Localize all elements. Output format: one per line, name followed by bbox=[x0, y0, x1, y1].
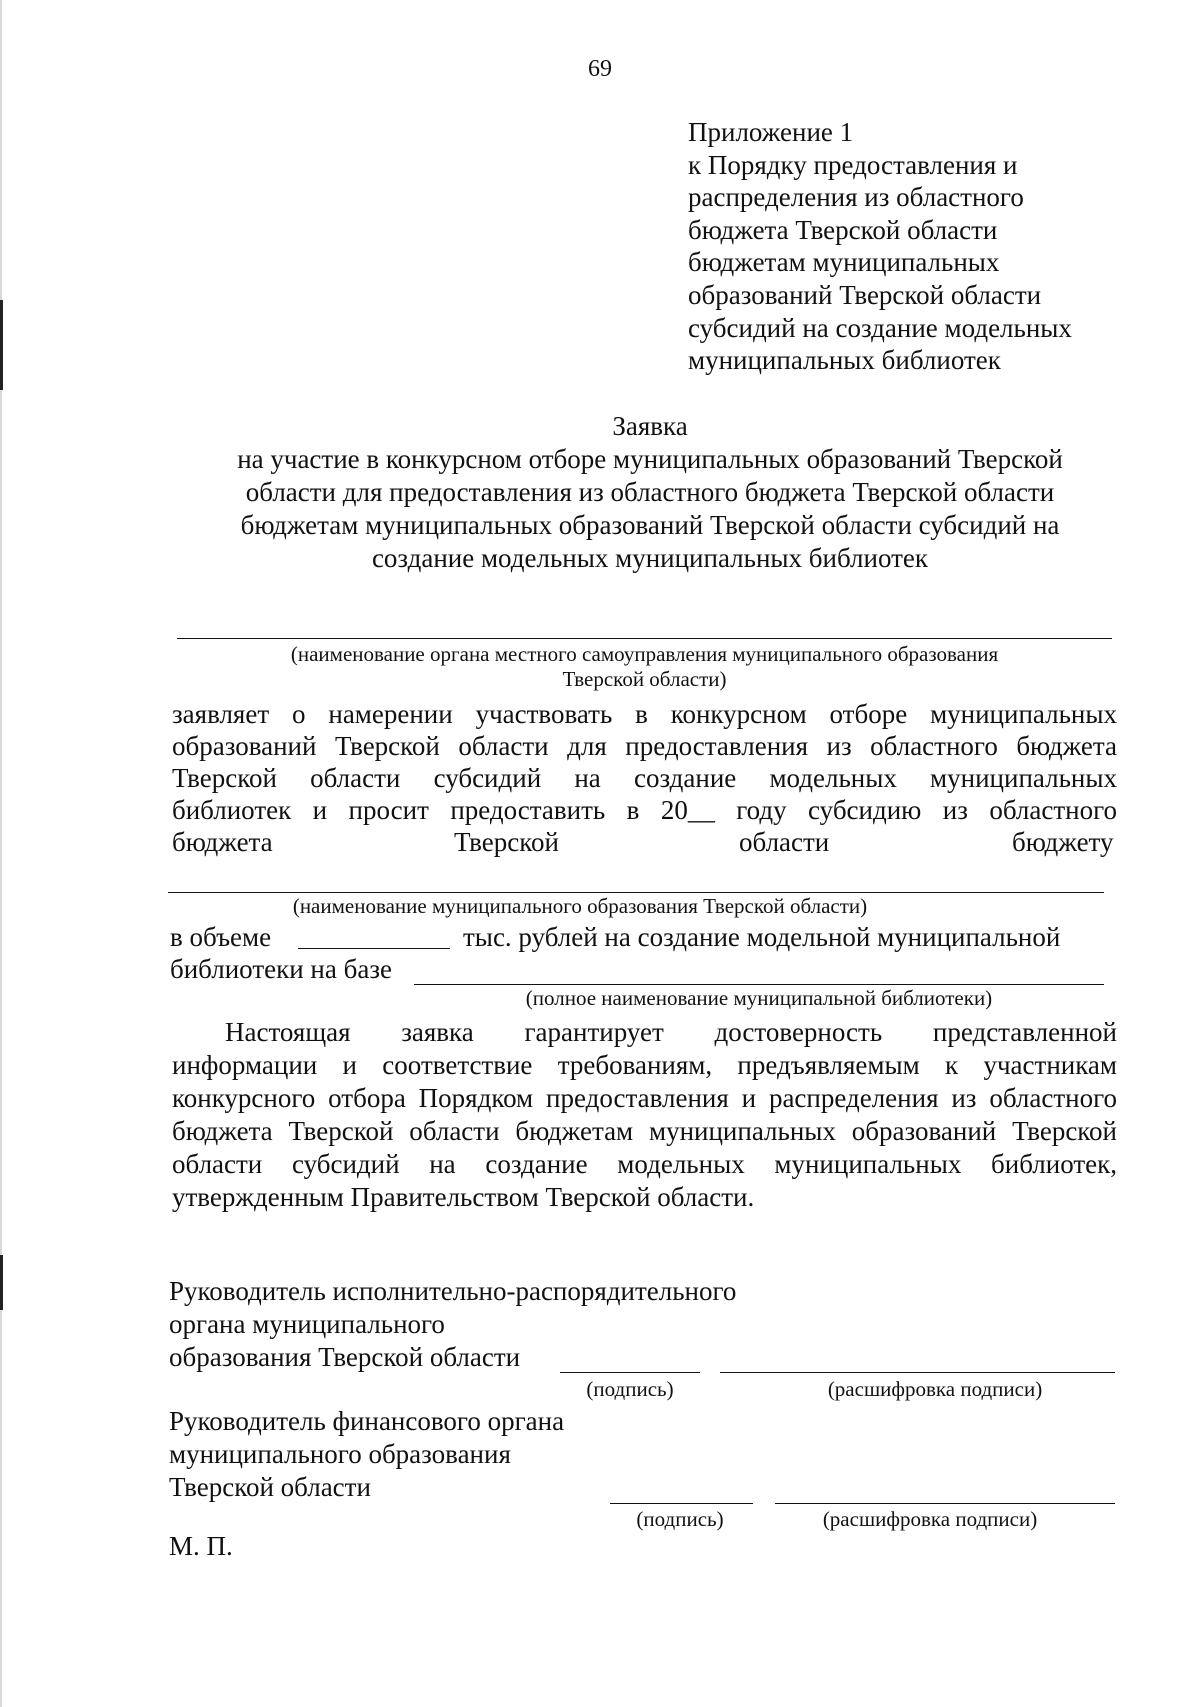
para1-word: бюджета bbox=[172, 827, 273, 857]
scan-mark bbox=[0, 1255, 3, 1310]
head-signatory-line: Руководитель исполнительно-распорядительного bbox=[169, 1276, 737, 1306]
caption-org: Тверской области) bbox=[562, 667, 727, 691]
title-line: создание модельных муниципальных библиотек bbox=[371, 543, 929, 573]
para1-line: заявляет о намерении участвовать в конкурсном отборе муниципальных bbox=[172, 699, 1117, 729]
appendix-line: бюджета Тверской области bbox=[688, 214, 998, 245]
document-heading: Заявка bbox=[612, 411, 688, 441]
decoding-caption: (расшифровка подписи) bbox=[827, 1377, 1043, 1401]
appendix-line: распределения из областного bbox=[688, 182, 1024, 213]
head-decoding-field[interactable] bbox=[720, 1372, 1115, 1373]
para2-line: бюджета Тверской области бюджетам муниципальных образований Тверской bbox=[172, 1116, 1117, 1146]
appendix-line: к Порядку предоставления и bbox=[688, 149, 1018, 180]
title-line: на участие в конкурсном отборе муниципальных образований Тверской bbox=[237, 444, 1063, 474]
head-signatory-line: образования Тверской области bbox=[169, 1342, 521, 1372]
appendix-line: субсидий на создание модельных bbox=[688, 312, 1072, 343]
scan-mark bbox=[0, 300, 3, 390]
signature-caption: (подпись) bbox=[636, 1507, 724, 1531]
caption-library: (полное наименование муниципальной библиотеки) bbox=[525, 986, 993, 1010]
appendix-block bbox=[688, 116, 1072, 377]
library-name-field[interactable] bbox=[414, 984, 1104, 985]
para1-word: области bbox=[739, 827, 830, 857]
appendix-line: муниципальных библиотек bbox=[688, 345, 1001, 376]
finance-signatory-line: муниципального образования bbox=[169, 1439, 511, 1469]
scan-edge bbox=[0, 0, 2, 1707]
head-signature-field[interactable] bbox=[560, 1372, 700, 1373]
head-signatory-line: органа муниципального bbox=[169, 1309, 445, 1339]
finance-decoding-field[interactable] bbox=[775, 1503, 1115, 1504]
para2-line: информации и соответствие требованиям, предъявляемым к участникам bbox=[172, 1050, 1117, 1080]
para2-line: конкурсного отбора Порядком предоставления и распределения из областного bbox=[172, 1083, 1117, 1113]
mo-name-line[interactable] bbox=[168, 892, 1104, 893]
caption-mo: (наименование муниципального образования Тверской области) bbox=[292, 894, 868, 918]
appendix-line: бюджетам муниципальных bbox=[688, 247, 1000, 278]
para2-last-line: утвержденным Правительством Тверской области. bbox=[172, 1182, 755, 1212]
signature-caption: (подпись) bbox=[586, 1377, 674, 1401]
library-prefix: библиотеки на базе bbox=[170, 954, 392, 984]
stamp-place: М. П. bbox=[169, 1531, 233, 1561]
finance-signatory-line: Тверской области bbox=[169, 1472, 371, 1502]
title-line: бюджетам муниципальных образований Тверской области субсидий на bbox=[240, 510, 1060, 540]
page-number: 69 bbox=[588, 56, 612, 82]
decoding-caption: (расшифровка подписи) bbox=[822, 1507, 1038, 1531]
para2-line: области субсидий на создание модельных муниципальных библиотек, bbox=[172, 1149, 1117, 1179]
para1-word: Тверской bbox=[454, 827, 559, 857]
para1-line: Тверской области субсидий на создание модельных муниципальных bbox=[172, 763, 1117, 793]
para1-line: библиотек и просит предоставить в 20__ году субсидию из областного bbox=[172, 795, 1117, 825]
appendix-line: Приложение 1 bbox=[688, 117, 854, 147]
org-name-line[interactable] bbox=[177, 638, 1112, 639]
volume-suffix: тыс. рублей на создание модельной муниципальной bbox=[463, 922, 1061, 952]
finance-signature-field[interactable] bbox=[610, 1503, 753, 1504]
para1-word: бюджету bbox=[1012, 827, 1114, 857]
volume-prefix: в объеме bbox=[170, 922, 272, 952]
title-line: области для предоставления из областного бюджета Тверской области bbox=[245, 477, 1055, 507]
volume-field[interactable] bbox=[298, 948, 450, 949]
para1-line: образований Тверской области для предоставления из областного бюджета bbox=[172, 731, 1117, 761]
caption-org: (наименование органа местного самоуправления муниципального образования bbox=[290, 642, 999, 666]
para2-line: Настоящая заявка гарантирует достоверность представленной bbox=[225, 1017, 1117, 1047]
appendix-line: образований Тверской области bbox=[688, 279, 1042, 310]
finance-signatory-line: Руководитель финансового органа bbox=[169, 1406, 565, 1436]
